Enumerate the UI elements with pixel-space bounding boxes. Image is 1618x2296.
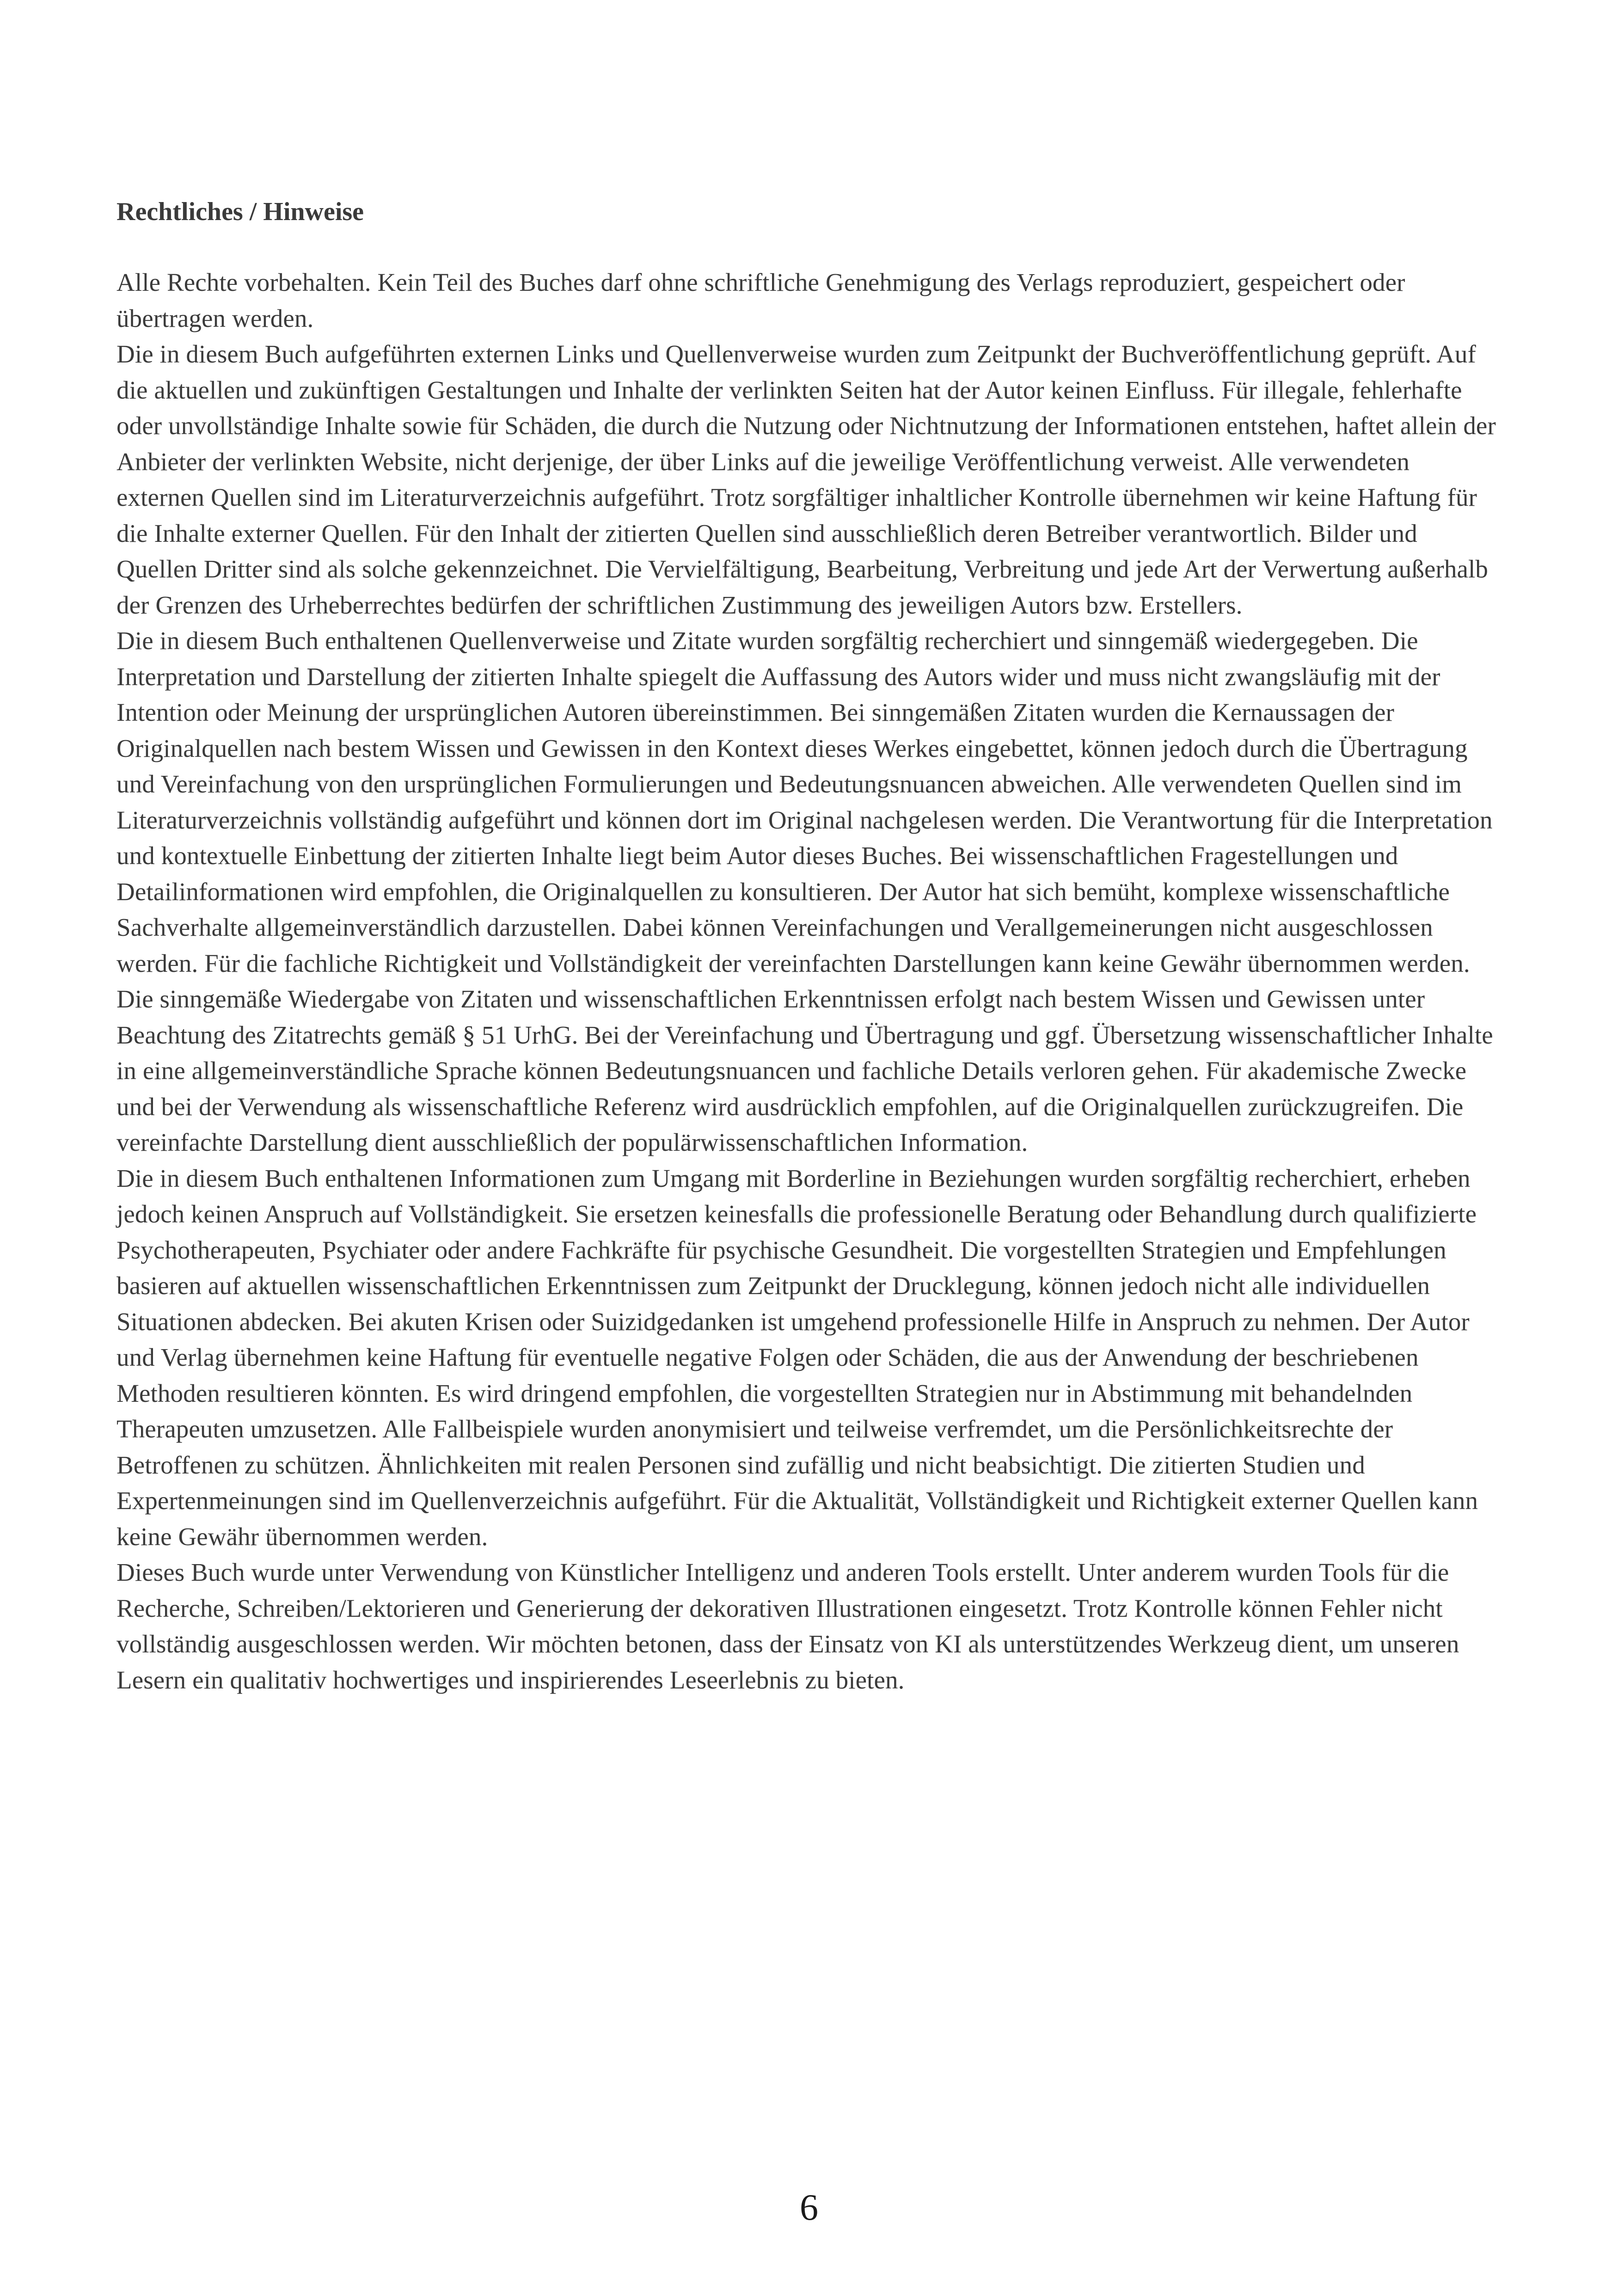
paragraph-external-links: Die in diesem Buch aufgeführten externen Links und Quellenverweise wurden zum Zeitpunkt der Buchveröffentlichung geprüft. Auf die aktuellen und zukünftigen Gestaltungen und Inhalte der verlinkten Seiten hat der Autor keinen Einfluss. Für illegale, fehlerhafte oder unvollständige Inhalte sowie für Schäden, die durch die Nutzung oder Nichtnutzung der Informationen entstehen, haftet allein der Anbieter der verlinkten Website, nicht derjenige, der über Links auf die jeweilige Veröffentlichung verweist. Alle verwendeten externen Quellen sind im Literaturverzeichnis aufgeführt. Trotz sorgfältiger inhaltlicher Kontrolle übernehmen wir keine Haftung für die Inhalte externer Quellen. Für den Inhalt der zitierten Quellen sind ausschließlich deren Betreiber verantwortlich. Bilder und Quellen Dritter sind als solche gekennzeichnet. Die Vervielfältigung, Bearbeitung, Verbreitung und jede Art der Verwertung außerhalb der Grenzen des Urheberrechtes bedürfen der schriftlichen Zustimmung des jeweiligen Autors bzw. Erstellers. [116, 340, 1496, 619]
page-title: Rechtliches / Hinweise [116, 197, 364, 226]
paragraph-citations: Die in diesem Buch enthaltenen Quellenverweise und Zitate wurden sorgfältig recherchiert und sinngemäß wiedergegeben. Die Interpretation und Darstellung der zitierten Inhalte spiegelt die Auffassung des Autors wider und muss nicht zwangsläufig mit der Intention oder Meinung der ursprünglichen Autoren übereinstimmen. Bei sinngemäßen Zitaten wurden die Kernaussagen der Originalquellen nach bestem Wissen und Gewissen in den Kontext dieses Werkes eingebettet, können jedoch durch die Übertragung und Vereinfachung von den ursprünglichen Formulierungen und Bedeutungsnuancen abweichen. Alle verwendeten Quellen sind im Literaturverzeichnis vollständig aufgeführt und können dort im Original nachgelesen werden. Die Verantwortung für die Interpretation und kontextuelle Einbettung der zitierten Inhalte liegt beim Autor dieses Buches. Bei wissenschaftlichen Fragestellungen und Detailinformationen wird empfohlen, die Originalquellen zu konsultieren. Der Autor hat sich bemüht, komplexe wissenschaftliche Sachverhalte allgemeinverständlich darzustellen. Dabei können Vereinfachungen und Verallgemeinerungen nicht ausgeschlossen werden. Für die fachliche Richtigkeit und Vollständigkeit der vereinfachten Darstellungen kann keine Gewähr übernommen werden. Die sinngemäße Wiedergabe von Zitaten und wissenschaftlichen Erkenntnissen erfolgt nach bestem Wissen und Gewissen unter Beachtung des Zitatrechts gemäß § 51 UrhG. Bei der Vereinfachung und Übertragung und ggf. Übersetzung wissenschaftlicher Inhalte in eine allgemeinverständliche Sprache können Bedeutungsnuancen und fachliche Details verloren gehen. Für akademische Zwecke und bei der Verwendung als wissenschaftliche Referenz wird ausdrücklich empfohlen, auf die Originalquellen zurückzugreifen. Die vereinfachte Darstellung dient ausschließlich der populärwissenschaftlichen Information. [116, 626, 1493, 1156]
paragraph-disclaimer: Die in diesem Buch enthaltenen Informationen zum Umgang mit Borderline in Beziehungen wurden sorgfältig recherchiert, erheben jedoch keinen Anspruch auf Vollständigkeit. Sie ersetzen keinesfalls die professionelle Beratung oder Behandlung durch qualifizierte Psychotherapeuten, Psychiater oder andere Fachkräfte für psychische Gesundheit. Die vorgestellten Strategien und Empfehlungen basieren auf aktuellen wissenschaftlichen Erkenntnissen zum Zeitpunkt der Drucklegung, können jedoch nicht alle individuellen Situationen abdecken. Bei akuten Krisen oder Suizidgedanken ist umgehend professionelle Hilfe in Anspruch zu nehmen. Der Autor und Verlag übernehmen keine Haftung für eventuelle negative Folgen oder Schäden, die aus der Anwendung der beschriebenen Methoden resultieren könnten. Es wird dringend empfohlen, die vorgestellten Strategien nur in Abstimmung mit behandelnden Therapeuten umzusetzen. Alle Fallbeispiele wurden anonymisiert und teilweise verfremdet, um die Persönlichkeitsrechte der Betroffenen zu schützen. Ähnlichkeiten mit realen Personen sind zufällig und nicht beabsichtigt. Die zitierten Studien und Expertenmeinungen sind im Quellenverzeichnis aufgeführt. Für die Aktualität, Vollständigkeit und Richtigkeit externer Quellen kann keine Gewähr übernommen werden. [116, 1164, 1478, 1551]
paragraph-rights: Alle Rechte vorbehalten. Kein Teil des Buches darf ohne schriftliche Genehmigung des Verlags reproduziert, gespeichert oder übertragen werden. [116, 268, 1405, 332]
body-text [116, 264, 1502, 1698]
page-number: 6 [800, 2187, 818, 2228]
page-content [116, 194, 1502, 1698]
paragraph-ai-notice: Dieses Buch wurde unter Verwendung von Künstlicher Intelligenz und anderen Tools erstellt. Unter anderem wurden Tools für die Recherche, Schreiben/Lektorieren und Generierung der dekorativen Illustrationen eingesetzt. Trotz Kontrolle können Fehler nicht vollständig ausgeschlossen werden. Wir möchten betonen, dass der Einsatz von KI als unterstützendes Werkzeug dient, um unseren Lesern ein qualitativ hochwertiges und inspirierendes Leseerlebnis zu bieten. [116, 1558, 1459, 1694]
